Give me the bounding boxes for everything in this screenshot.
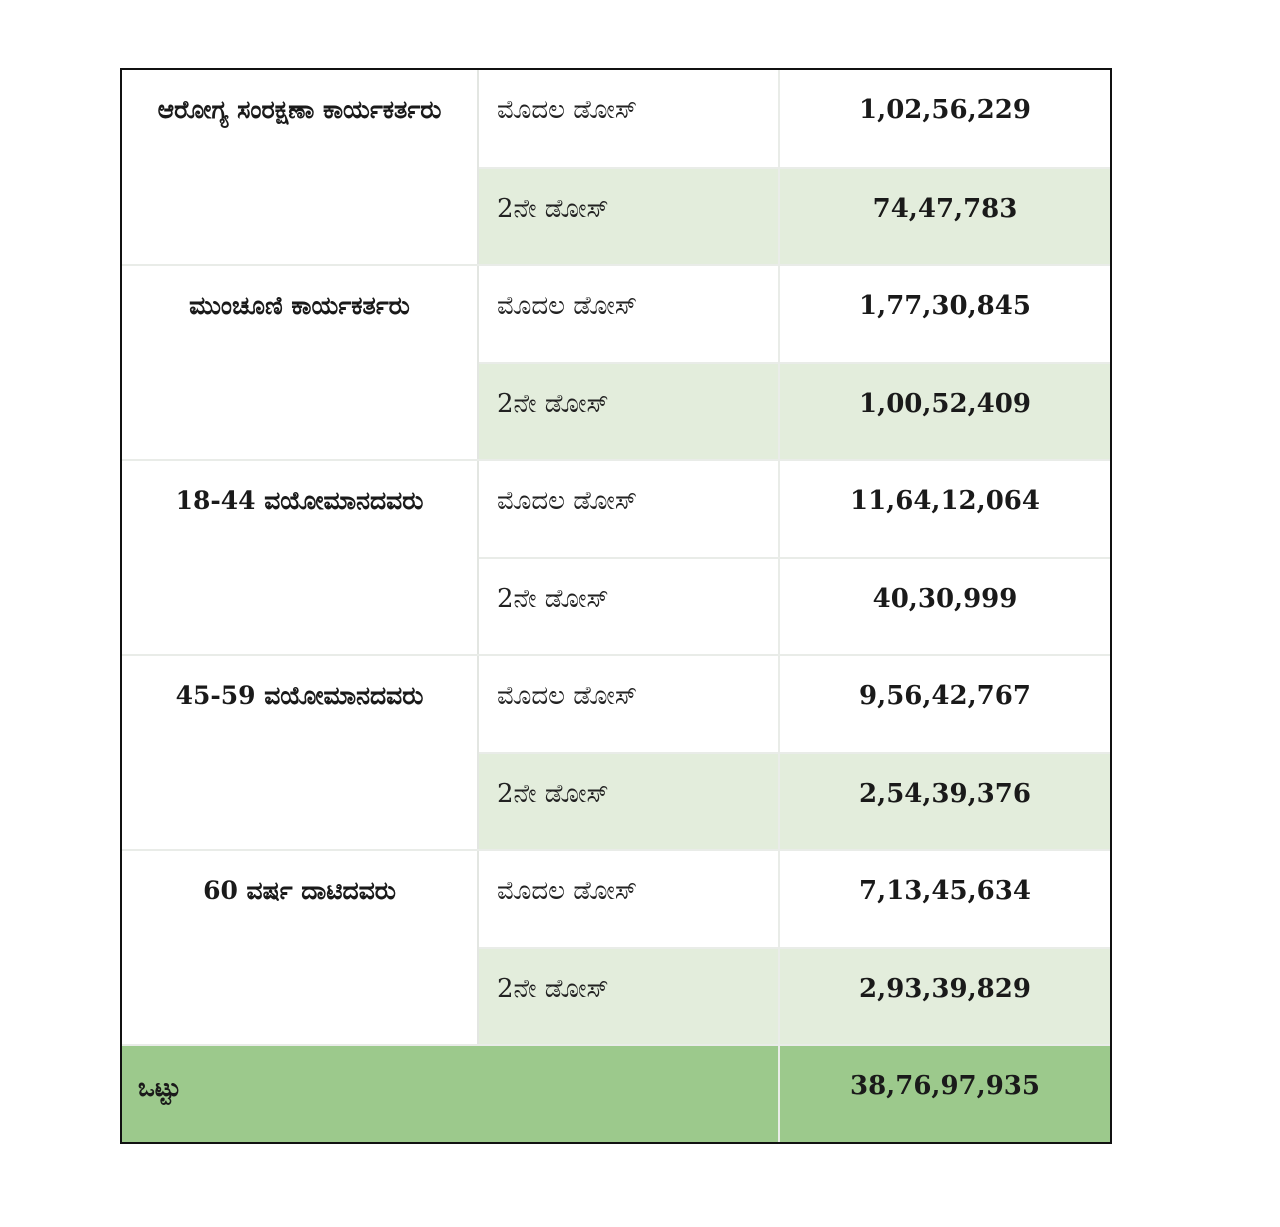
table-row: [122, 265, 1110, 363]
dose-value-cell: 1,77,30,845: [779, 265, 1110, 363]
dose-label-cell: ಮೊದಲ ಡೋಸ್: [478, 265, 779, 363]
total-value: 38,76,97,935: [779, 1045, 1110, 1142]
category-cell: 60 ವರ್ಷ ದಾಟಿದವರು: [122, 850, 478, 1045]
category-cell: ಆರೋಗ್ಯ ಸಂರಕ್ಷಣಾ ಕಾರ್ಯಕರ್ತರು: [122, 70, 478, 265]
dose-value-cell: 1,02,56,229: [779, 70, 1110, 168]
dose-label-cell: ಮೊದಲ ಡೋಸ್: [478, 655, 779, 753]
dose-label-cell: 2ನೇ ಡೋಸ್: [478, 168, 779, 266]
table-row: [122, 655, 1110, 753]
dose-value-cell: 1,00,52,409: [779, 363, 1110, 461]
dose-value-cell: 9,56,42,767: [779, 655, 1110, 753]
total-label: ಒಟ್ಟು: [122, 1045, 779, 1142]
vaccination-data-table: [122, 70, 1110, 1142]
table-row: [122, 850, 1110, 948]
vaccination-table: [120, 68, 1112, 1144]
table-row: [122, 460, 1110, 558]
dose-label-cell: 2ನೇ ಡೋಸ್: [478, 363, 779, 461]
dose-label-cell: ಮೊದಲ ಡೋಸ್: [478, 460, 779, 558]
dose-value-cell: 2,93,39,829: [779, 948, 1110, 1046]
dose-label-cell: ಮೊದಲ ಡೋಸ್: [478, 850, 779, 948]
category-cell: 45-59 ವಯೋಮಾನದವರು: [122, 655, 478, 850]
category-cell: ಮುಂಚೂಣಿ ಕಾರ್ಯಕರ್ತರು: [122, 265, 478, 460]
dose-label-cell: 2ನೇ ಡೋಸ್: [478, 948, 779, 1046]
dose-value-cell: 7,13,45,634: [779, 850, 1110, 948]
dose-label-cell: 2ನೇ ಡೋಸ್: [478, 753, 779, 851]
table-row: [122, 70, 1110, 168]
category-cell: 18-44 ವಯೋಮಾನದವರು: [122, 460, 478, 655]
dose-value-cell: 40,30,999: [779, 558, 1110, 656]
dose-value-cell: 2,54,39,376: [779, 753, 1110, 851]
dose-value-cell: 11,64,12,064: [779, 460, 1110, 558]
dose-label-cell: ಮೊದಲ ಡೋಸ್: [478, 70, 779, 168]
dose-value-cell: 74,47,783: [779, 168, 1110, 266]
dose-label-cell: 2ನೇ ಡೋಸ್: [478, 558, 779, 656]
total-row: [122, 1045, 1110, 1142]
